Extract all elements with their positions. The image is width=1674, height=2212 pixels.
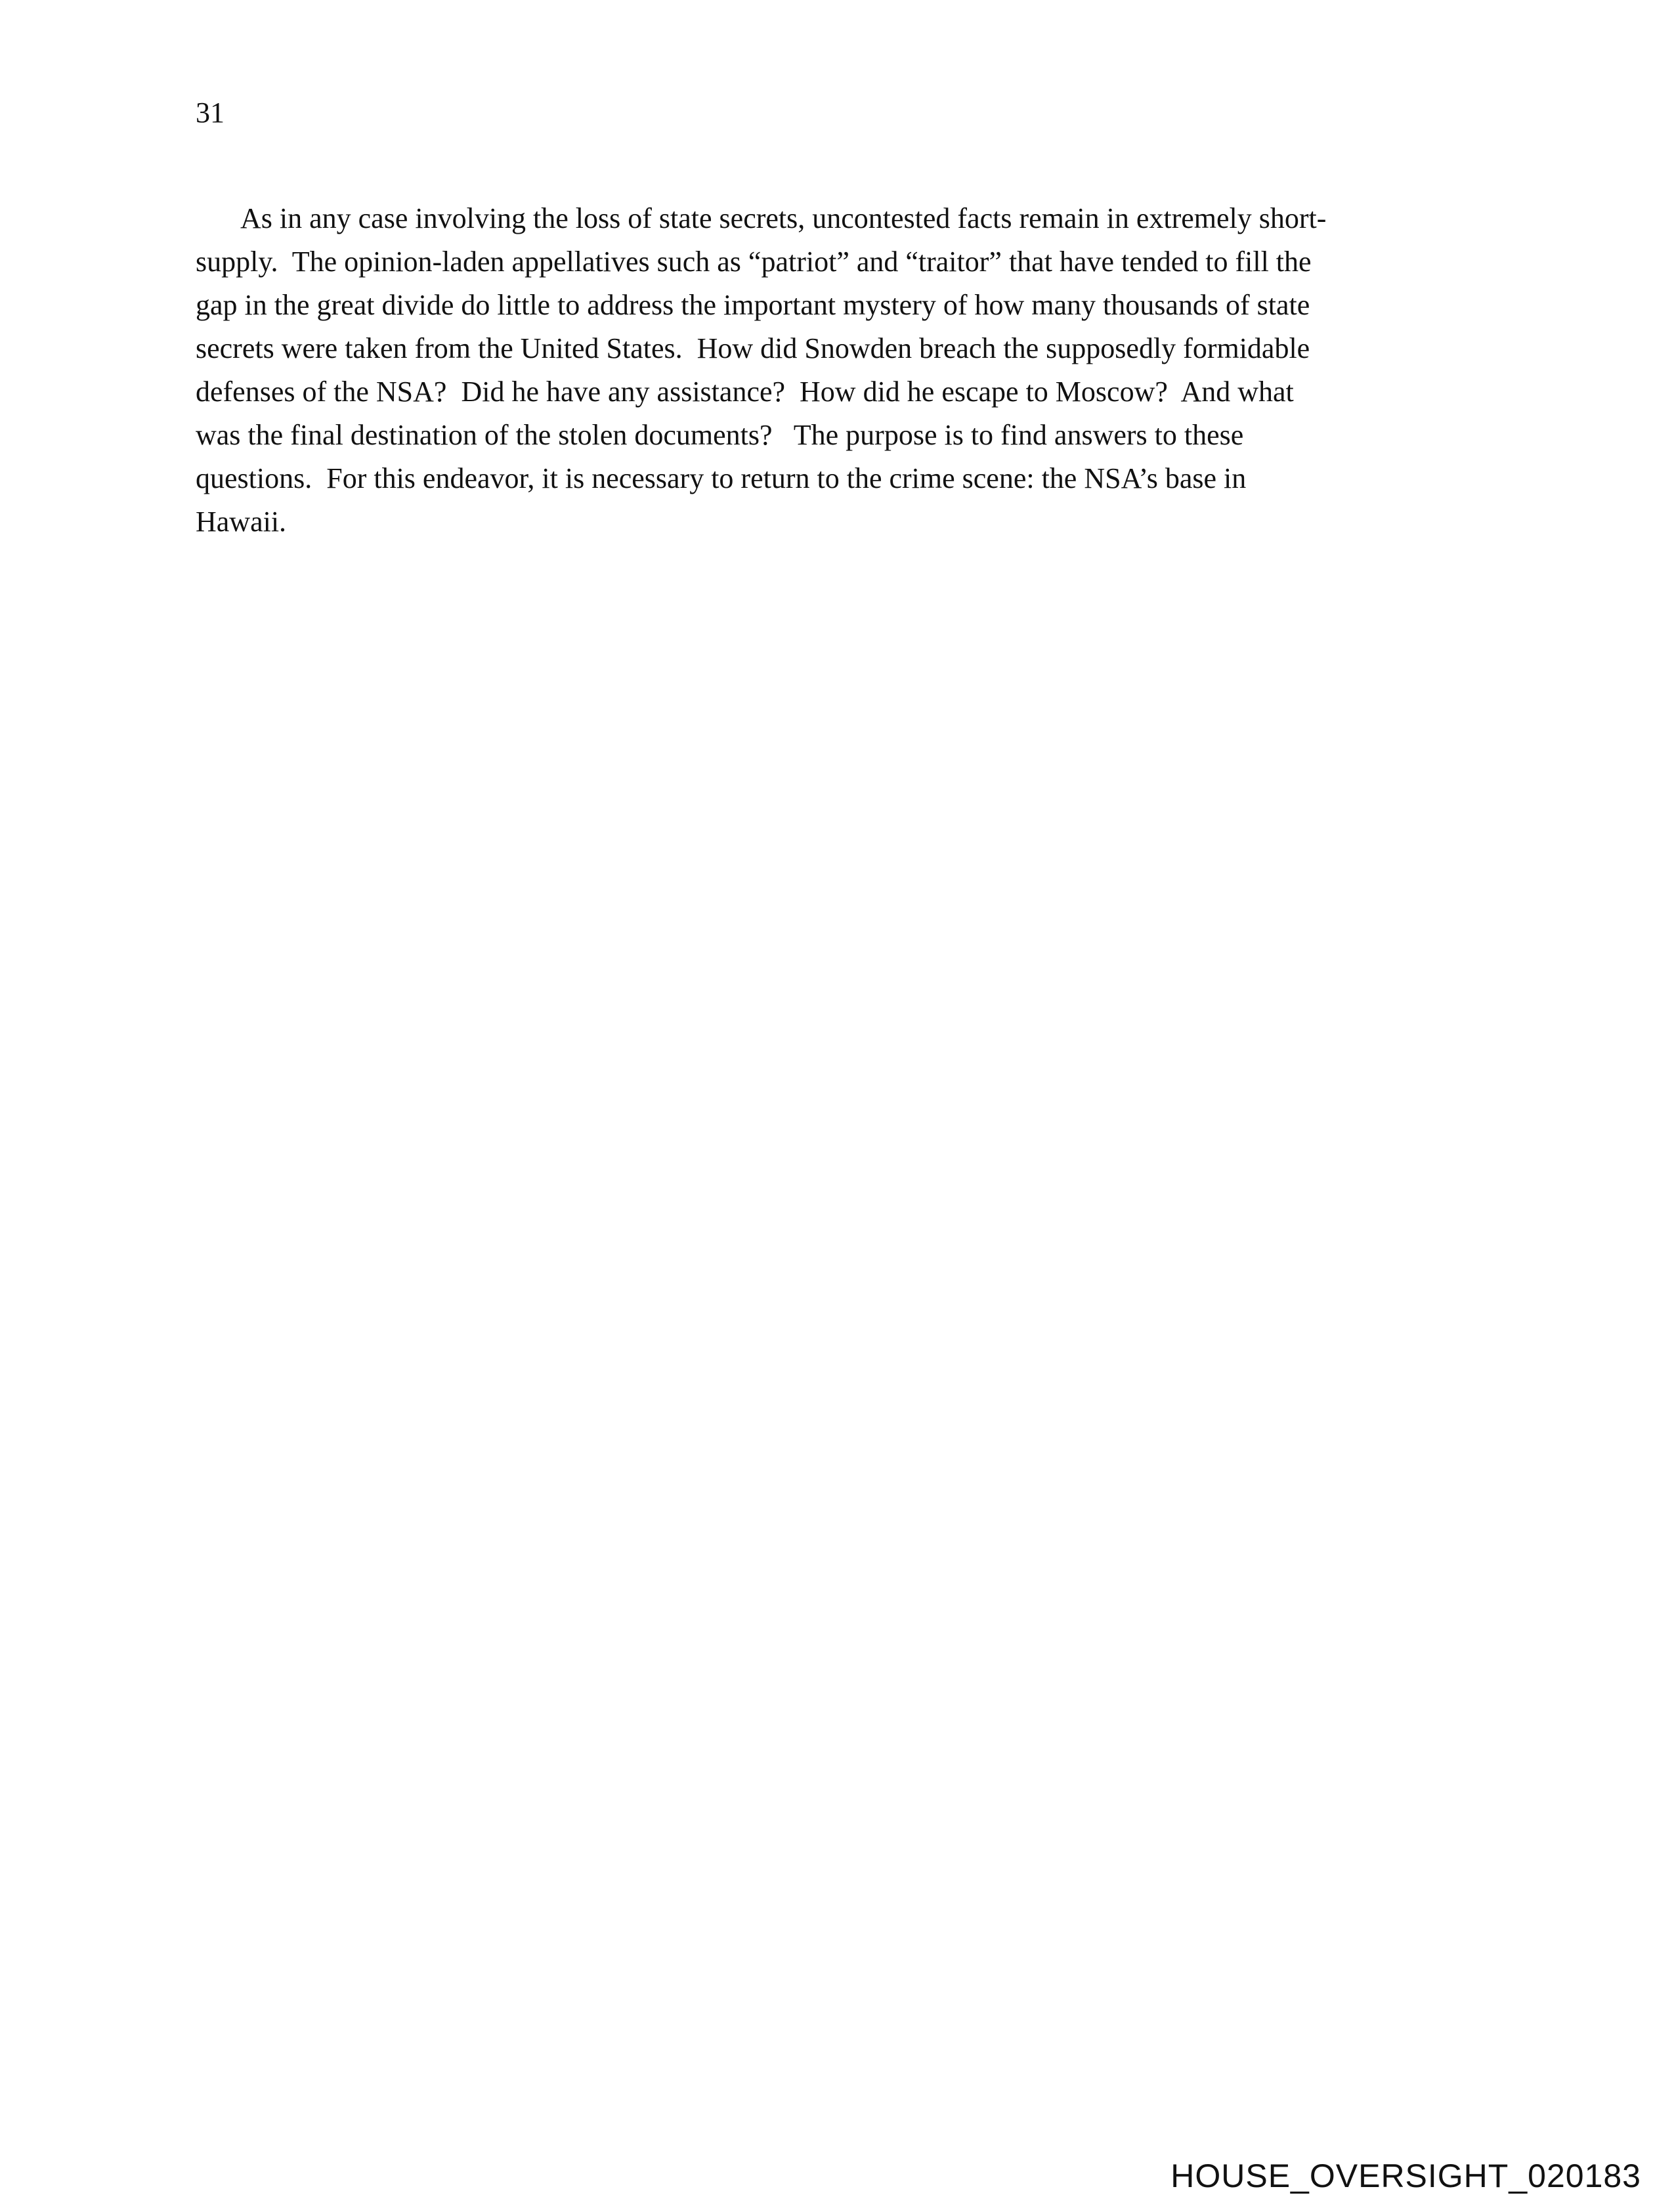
paragraph-line: supply. The opinion-laden appellatives such as “patriot” and “traitor” that have tended to fill the — [196, 246, 1312, 278]
paragraph-line: was the final destination of the stolen documents? The purpose is to find answers to these — [196, 419, 1244, 451]
paragraph-line: Hawaii. — [196, 506, 287, 538]
paragraph-line: As in any case involving the loss of state secrets, uncontested facts remain in extremely short- — [240, 202, 1327, 234]
paragraph-line: secrets were taken from the United States. How did Snowden breach the supposedly formidable — [196, 332, 1310, 364]
paragraph-line: gap in the great divide do little to address the important mystery of how many thousands of state — [196, 289, 1310, 321]
bates-stamp: HOUSE_OVERSIGHT_020183 — [1170, 2158, 1641, 2194]
paragraph-line: questions. For this endeavor, it is necessary to return to the crime scene: the NSA’s base in — [196, 462, 1247, 494]
page-number: 31 — [196, 97, 225, 129]
paragraph-line: defenses of the NSA? Did he have any assistance? How did he escape to Moscow? And what — [196, 376, 1294, 408]
body-paragraph — [196, 197, 1482, 544]
